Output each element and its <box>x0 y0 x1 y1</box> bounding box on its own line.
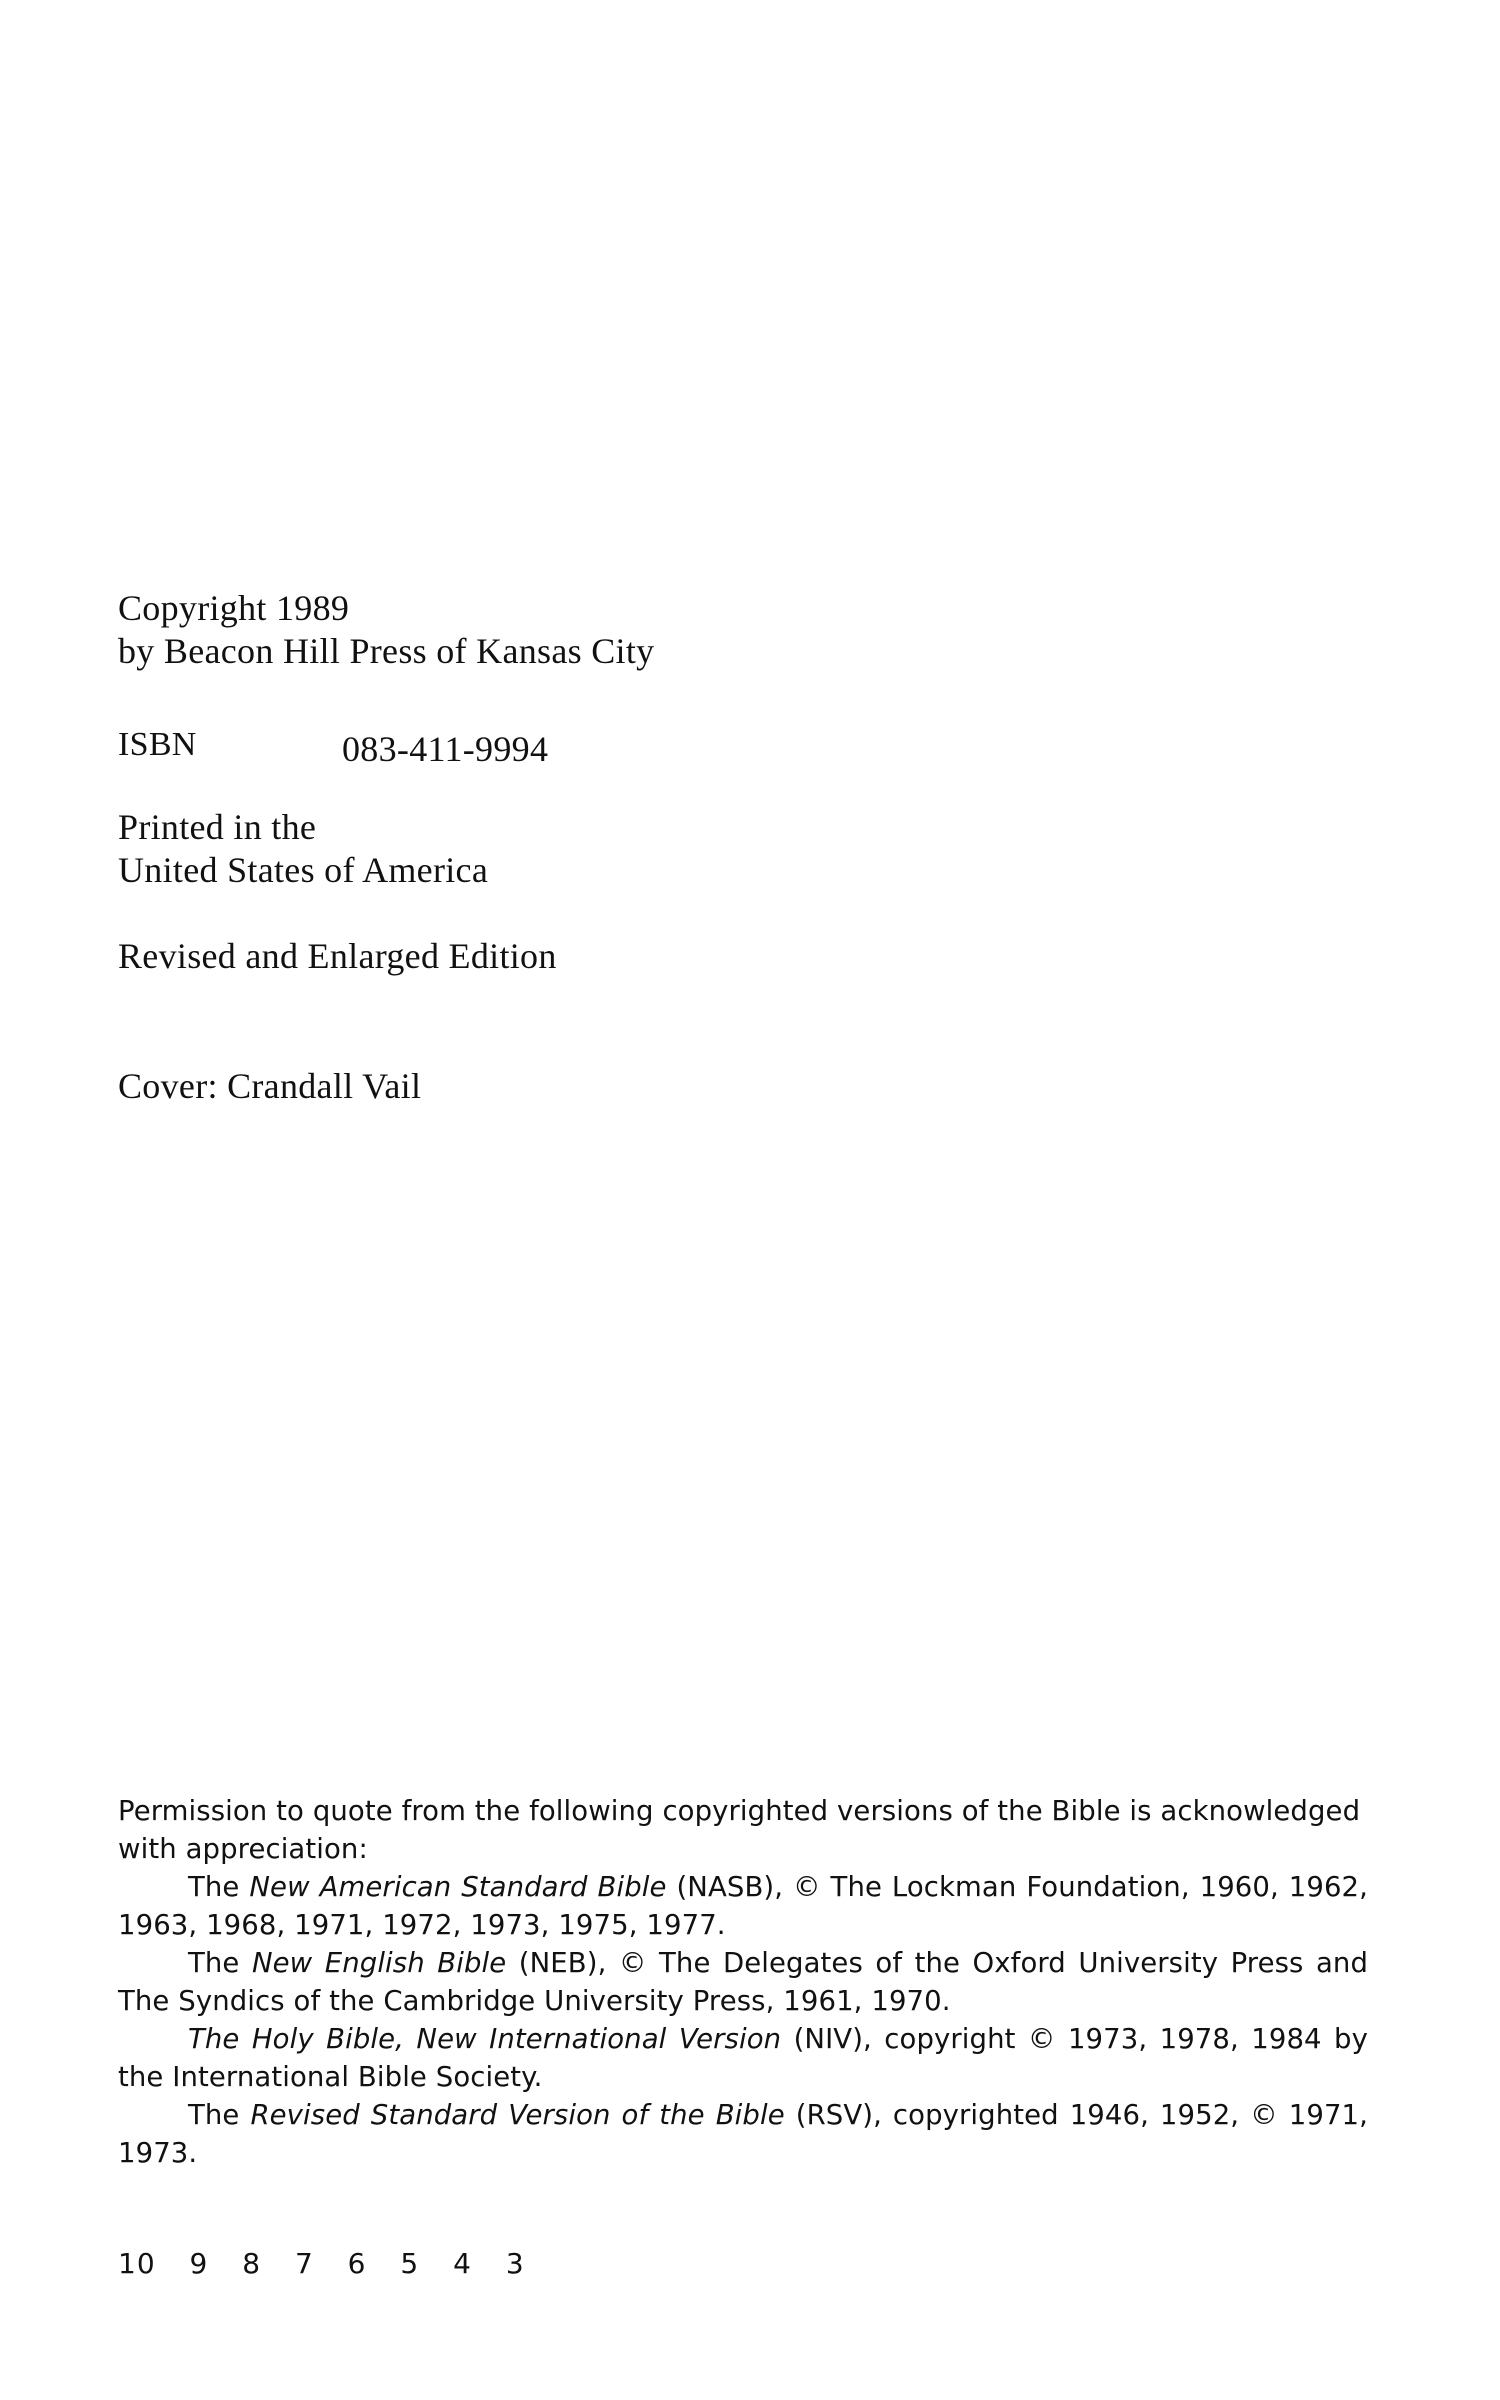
bible-title: Revised Standard Version of the Bible <box>250 2099 785 2131</box>
printed-in <box>118 806 488 892</box>
printed-line-1: Printed in the <box>118 807 317 847</box>
entry-details: (RSV), copyrighted 1946, 1952, © 1971, 1973. <box>118 2099 1368 2169</box>
entry-details: (NIV), copyright © 1973, 1978, 1984 by the International Bible Society. <box>118 2023 1368 2093</box>
cover-credit: Cover: Crandall Vail <box>118 1066 422 1106</box>
isbn-line <box>118 722 718 769</box>
copyright-publisher: by Beacon Hill Press of Kansas City <box>118 631 655 671</box>
copyright-notice <box>118 587 654 673</box>
edition-note: Revised and Enlarged Edition <box>118 936 557 976</box>
permission-entry-neb <box>118 1944 1368 2020</box>
printing-number-line: 10 9 8 7 6 5 4 3 <box>118 2247 525 2280</box>
entry-details: (NASB), © The Lockman Foundation, 1960, 1962, 1963, 1968, 1971, 1972, 1973, 1975, 1977. <box>118 1871 1368 1941</box>
entry-prefix: The <box>188 2099 251 2131</box>
bible-permissions <box>118 1792 1368 2172</box>
copyright-year: Copyright 1989 <box>118 588 350 628</box>
entry-prefix: The <box>188 1947 252 1979</box>
permission-entry-niv <box>118 2020 1368 2096</box>
entry-prefix: The <box>188 1871 250 1903</box>
printed-line-2: United States of America <box>118 850 489 890</box>
bible-title: New English Bible <box>251 1947 507 1979</box>
bible-title: New American Standard Bible <box>249 1871 667 1903</box>
entry-details: (NEB), © The Delegates of the Oxford University Press and The Syndics of the Cambridge University Press, 1961, 1970. <box>118 1947 1369 2017</box>
permission-entry-nasb <box>118 1868 1368 1944</box>
permission-entry-rsv <box>118 2096 1368 2172</box>
isbn-label: ISBN <box>118 726 197 763</box>
bible-title: The Holy Bible, New International Version <box>188 2023 782 2055</box>
permissions-intro: Permission to quote from the following copyrighted versions of the Bible is acknowledged with appreciation: <box>118 1795 1361 1865</box>
isbn-value: 083-411-9994 <box>342 729 549 769</box>
